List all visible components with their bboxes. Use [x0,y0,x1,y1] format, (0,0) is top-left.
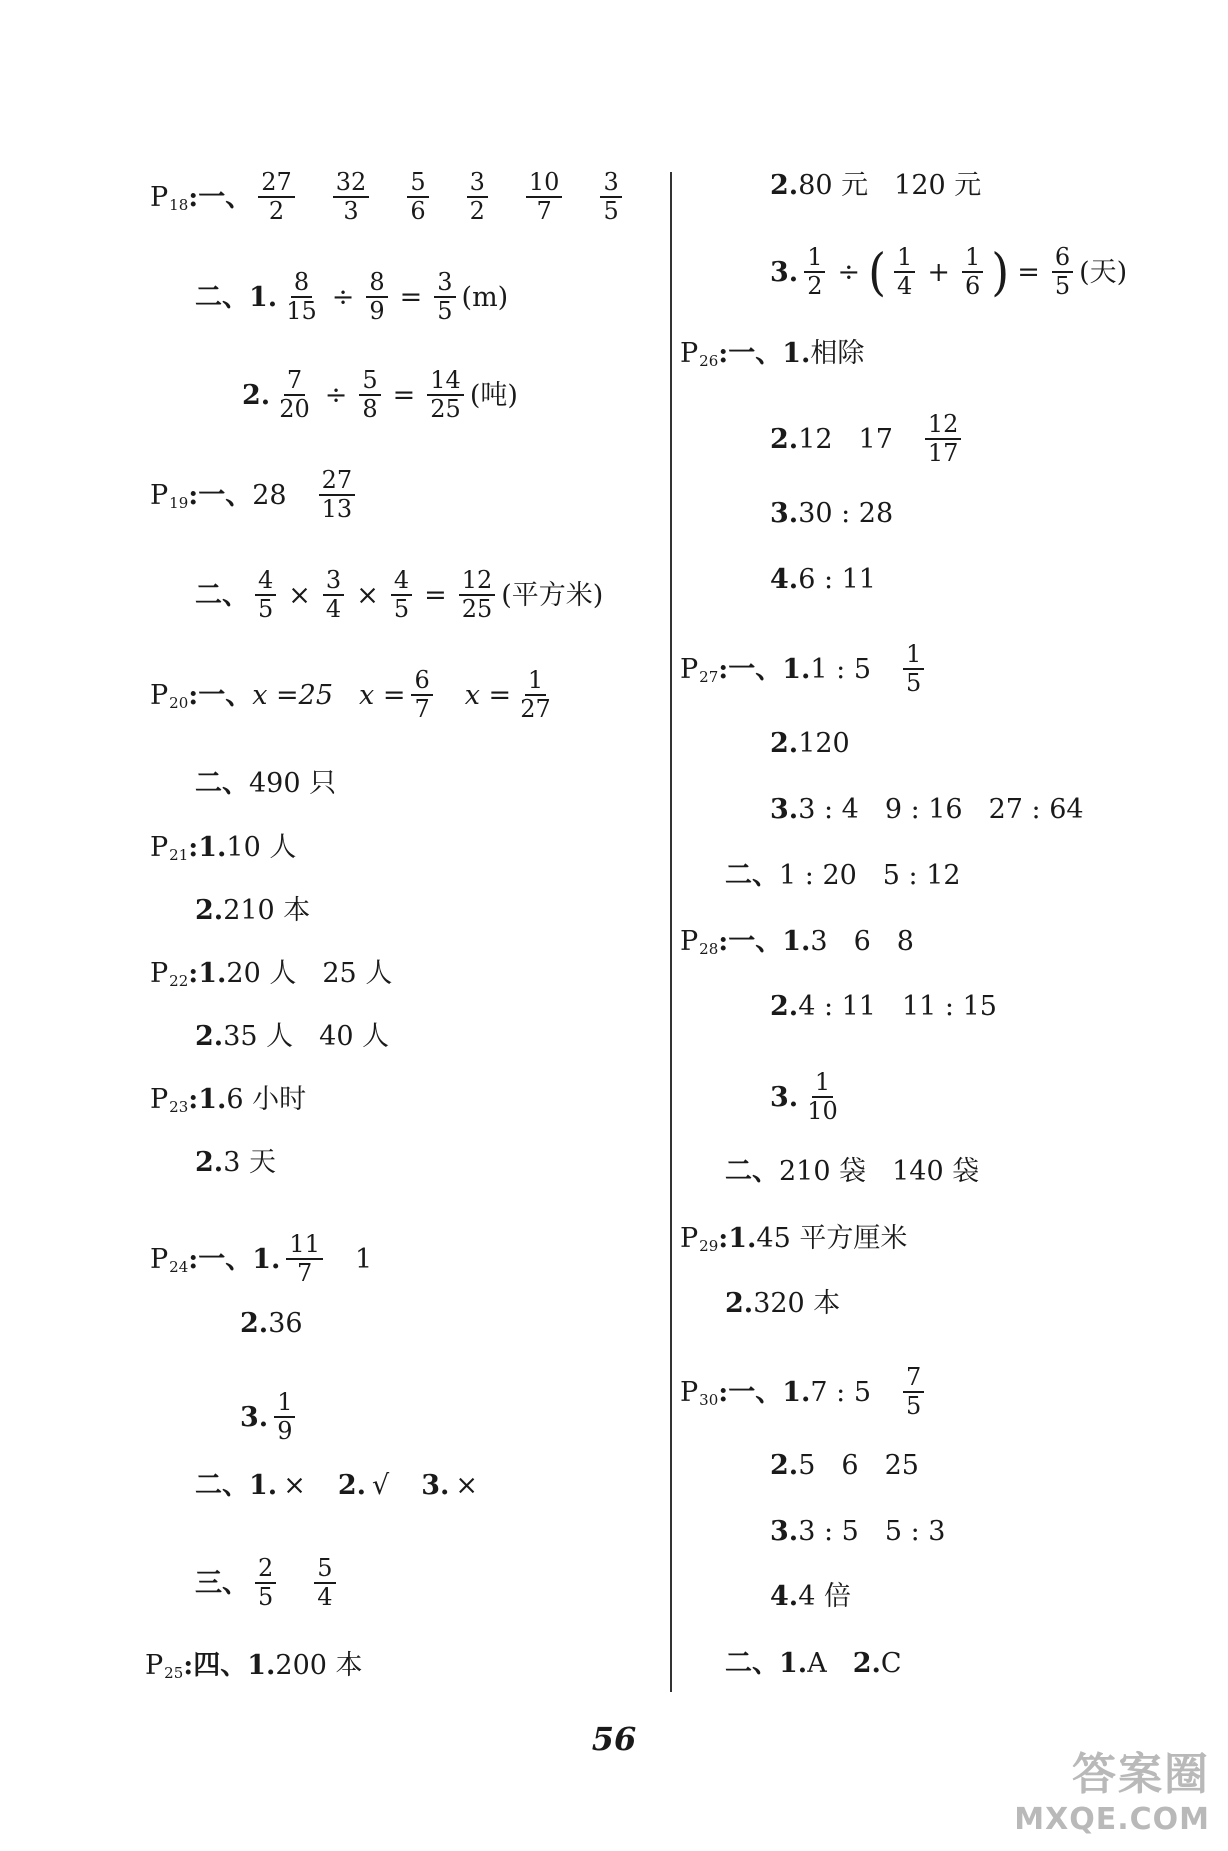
answer-p26-q3: 3. 30 : 28 [770,498,894,529]
answer-p25-q3: 3. $\frac{1}{2}$ ÷ ( $\frac{1}{4}$ + $\frac{1}{6}$ ) = $\frac{6}{5}$ (天) [770,242,1128,302]
answer-p28-part2: 二、 210 袋 140 袋 [725,1156,980,1187]
answer-p20: P $_{20}$ : 一、 x =25 x = $\frac{6}{7}$ x = $\frac{1}{27}$ [150,666,551,724]
answer-p22: P $_{22}$ : 1. 20 人 25 人 [150,958,393,990]
answer-p28-q3: 3. $\frac{1}{10}$ [770,1068,838,1126]
answer-p30: P $_{30}$ : 一、 1. 7 : 5 $\frac{7}{5}$ [680,1365,930,1419]
column-divider [670,172,672,1692]
answer-p24: P $_{24}$ : 一、 1. $\frac{11}{7}$ 1 [150,1230,373,1288]
answer-p28: P $_{28}$ : 一、 1. 3 6 8 [680,926,914,958]
fraction: $\frac{3}{5}$ [600,170,621,224]
answer-p18-part2-q1: 二、 1. $\frac{8}{15}$ ÷ $\frac{8}{9}$ = $\frac{3}{5}$ (m) [195,268,509,326]
answer-p26-q2: 2. 12 17 $\frac{12}{17}$ [770,412,967,466]
answer-p24-part2: 二、 1. × 2. √ 3. × [195,1470,479,1501]
answer-p22-q2: 2. 35 人 40 人 [195,1021,390,1052]
answer-p19-part2: 二、 $\frac{4}{5}$ × $\frac{3}{4}$ × $\frac{4}{5}$ = $\frac{12}{25}$ (平方米) [195,566,604,624]
answer-p24-q2: 2. 36 [240,1308,303,1339]
answer-p30-q4: 4. 4 倍 [770,1581,851,1612]
answer-p27-part2: 二、 1 : 20 5 : 12 [725,860,961,891]
answer-p25: P $_{25}$ : 四、 1. 200 本 [145,1650,363,1682]
page-ref: P $_{18}$ [150,181,189,214]
answer-p21-q2: 2. 210 本 [195,895,311,926]
watermark-url: MXQE.COM [1014,1802,1210,1837]
answer-p27: P $_{27}$ : 一、 1. 1 : 5 $\frac{1}{5}$ [680,642,930,696]
watermark-logo [1014,1738,1210,1837]
answer-p24-q3: 3. $\frac{1}{9}$ [240,1390,301,1444]
answer-p29-q2: 2. 320 本 [725,1288,841,1319]
answer-p18: P $_{18}$ : 一、 $\frac{27}{2}$ $\frac{32}{3}$ $\frac{5}{6}$ $\frac{3}{2}$ $\frac{10}{7}$ $\frac{3}{5}$ [150,170,628,224]
fraction: $\frac{32}{3}$ [333,170,370,224]
answer-p19: P $_{19}$ : 一、 28 $\frac{27}{13}$ [150,468,361,522]
answer-p29: P $_{29}$ : 1. 45 平方厘米 [680,1223,908,1255]
answer-p28-q2: 2. 4 : 11 11 : 15 [770,991,997,1022]
answer-p23: P $_{23}$ : 1. 6 小时 [150,1084,307,1116]
answer-p30-q2: 2. 5 6 25 [770,1450,919,1481]
answer-p26: P $_{26}$ : 一、 1. 相除 [680,338,865,370]
fraction: $\frac{10}{7}$ [526,170,563,224]
answer-p24-part3: 三、 $\frac{2}{5}$ $\frac{5}{4}$ [195,1556,342,1610]
answer-p21: P $_{21}$ : 1. 10 人 [150,832,297,864]
fraction: $\frac{27}{2}$ [258,170,295,224]
answer-p18-part2-q2: 2. $\frac{7}{20}$ ÷ $\frac{5}{8}$ = $\frac{14}{25}$ (吨) [242,366,518,424]
answer-p27-q3: 3. 3 : 4 9 : 16 27 : 64 [770,794,1084,825]
answer-p25-q2: 2. 80 元 120 元 [770,170,982,201]
fraction: $\frac{3}{2}$ [467,170,488,224]
answer-p23-q2: 2. 3 天 [195,1147,276,1178]
page-number: 56 [591,1720,637,1758]
answer-p20-part2: 二、 490 只 [195,768,337,799]
answer-p30-q3: 3. 3 : 5 5 : 3 [770,1516,946,1547]
answer-p30-part2: 二、 1. A 2. C [725,1648,902,1679]
watermark-title: 答案圈 [1072,1749,1210,1800]
answer-p27-q2: 2. 120 [770,728,850,759]
fraction: $\frac{5}{6}$ [407,170,428,224]
answer-p26-q4: 4. 6 : 11 [770,564,876,595]
